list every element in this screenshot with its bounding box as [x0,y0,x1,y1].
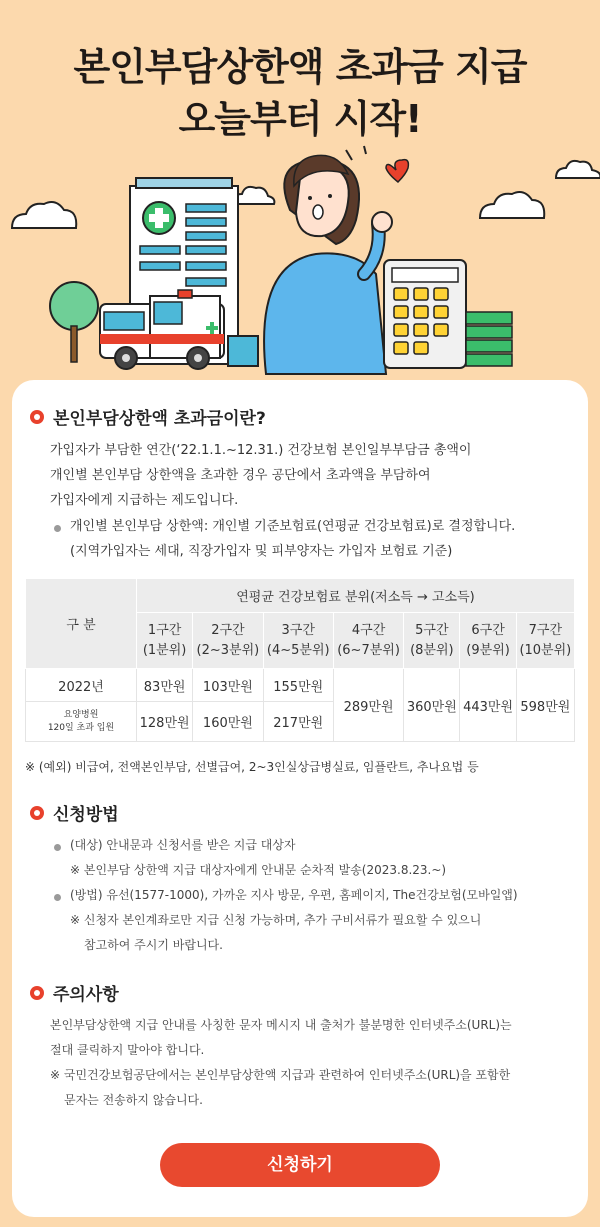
caution-text: 본인부담상한액 지급 안내를 사칭한 문자 메시지 내 출처가 불분명한 인터넷주소(URL)는 [50,1018,512,1032]
table-note: ※ (예외) 비급여, 전액본인부담, 선별급여, 2~3인실상급병실료, 임플란트, 추나요법 등 [25,760,479,774]
bullet-text: (대상) 안내문과 신청서를 받은 지급 대상자 [70,838,296,852]
table-cell-merged: 289만원 [333,669,403,742]
table-cell-merged: 360만원 [404,669,460,742]
row-label-nursing-hospital: 요양병원 120일 초과 입원 [26,702,137,742]
column-header: 5구간 (8분위) [404,613,460,669]
column-header: 2구간 (2~3분위) [193,613,263,669]
section-how-to-apply [30,800,119,825]
paragraph-line: 가입자가 부담한 연간(‘22.1.1.~12.31.) 건강보험 본인일부부담금 총액이 [50,443,472,458]
table-cell-merged: 598만원 [516,669,574,742]
table-cell: 128만원 [137,702,193,742]
row-label-2022: 2022년 [26,669,137,702]
bullet-dot-icon [54,525,61,532]
column-header: 3구간 (4~5분위) [263,613,333,669]
hero-title-line1: 본인부담상한액 초과금 지급 [73,45,527,89]
table-cell: 217만원 [263,702,333,742]
section-what-is [30,404,266,429]
section-marker-icon [30,986,44,1000]
hero-banner [0,0,600,390]
column-header: 7구간 (10분위) [516,613,574,669]
table-cell: 155만원 [263,669,333,702]
hero-title-line2: 오늘부터 시작! [178,97,422,141]
content-card [12,380,588,1217]
caution-text: 절대 클릭하지 말아야 합니다. [50,1043,205,1057]
bullet-dot-icon [54,894,61,901]
section-heading: 신청방법 [53,805,119,825]
section-marker-icon [30,410,44,424]
table-cell: 160만원 [193,702,263,742]
cap-table [25,578,575,742]
hero-illustration [0,0,600,390]
column-header: 6구간 (9분위) [460,613,516,669]
bullet-text: (방법) 유선(1577-1000), 가까운 지사 방문, 우편, 홈페이지, The건강보험(모바일앱) [70,888,518,902]
bullet-dot-icon [54,844,61,851]
apply-button[interactable]: 신청하기 [160,1143,440,1187]
table-cell: 103만원 [193,669,263,702]
note-text: ※ 국민건강보험공단에서는 본인부담상한액 지급과 관련하여 인터넷주소(URL)을 포함한 [50,1068,511,1082]
bullet-subtext: (지역가입자는 세대, 직장가입자 및 피부양자는 가입자 보험료 기준) [70,544,453,559]
table-corner-header: 구 분 [26,579,137,669]
note-text: 참고하여 주시기 바랍니다. [84,938,223,952]
paragraph-line: 개인별 본인부담 상한액을 초과한 경우 공단에서 초과액을 부담하여 [50,468,431,483]
table-cell: 83만원 [137,669,193,702]
column-header: 1구간 (1분위) [137,613,193,669]
note-text: 문자는 전송하지 않습니다. [64,1093,203,1107]
table-group-header: 연평균 건강보험료 분위(저소득 → 고소득) [137,579,575,613]
section-caution [30,980,119,1005]
section-marker-icon [30,806,44,820]
section-heading: 주의사항 [53,985,119,1005]
column-header: 4구간 (6~7분위) [333,613,403,669]
section-heading: 본인부담상한액 초과금이란? [53,409,266,429]
table-cell-merged: 443만원 [460,669,516,742]
note-text: ※ 본인부담 상한액 지급 대상자에게 안내문 순차적 발송(2023.8.23.~) [70,863,447,877]
note-text: ※ 신청자 본인계좌로만 지급 신청 가능하며, 추가 구비서류가 필요할 수 있으니 [70,913,482,927]
paragraph-line: 가입자에게 지급하는 제도입니다. [50,493,239,508]
bullet-text: 개인별 본인부담 상한액: 개인별 기준보험료(연평균 건강보험료)로 결정합니다. [70,519,516,534]
